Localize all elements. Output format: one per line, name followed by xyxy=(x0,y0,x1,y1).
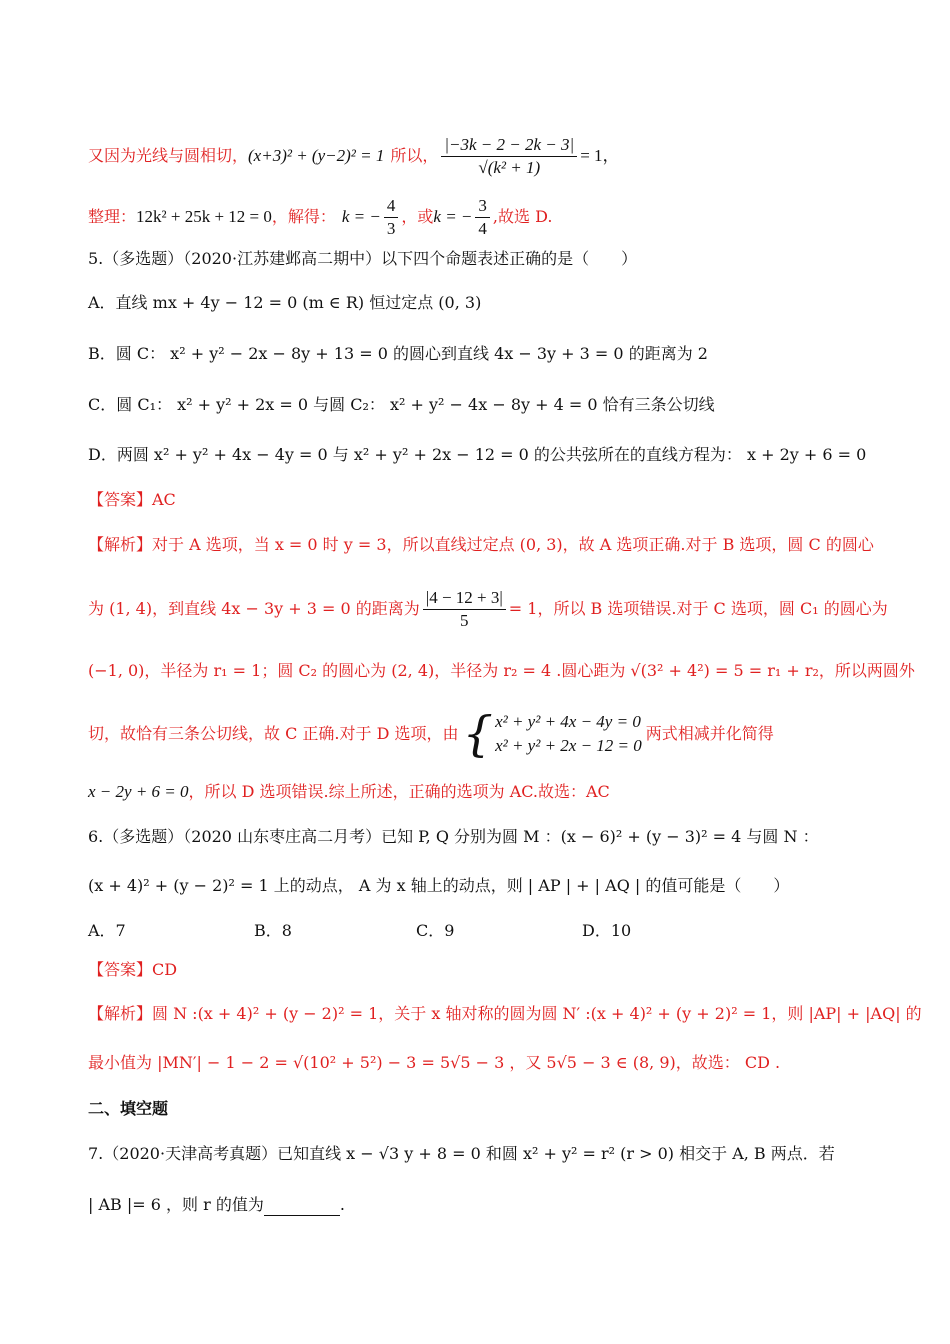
answer-6: 【答案】CD xyxy=(88,960,178,979)
fraction-numerator: 4 xyxy=(384,195,399,218)
text: 为 (1, 4)，到直线 4x − 3y + 3 = 0 的距离为 xyxy=(88,599,420,618)
question-5: 5.（多选题）（2020·江苏建邺高二期中）以下四个命题表述正确的是（ ） xyxy=(88,249,638,268)
explanation-5-line-3: (−1, 0)，半径为 r₁ = 1；圆 C₂ 的圆心为 (2, 4)，半径为 r₂ = 4 .圆心距为 √(3² + 4²) = 5 = r₁ + r₂，所以两圆外 xyxy=(88,661,915,680)
explanation-6-line-1: 【解析】圆 N :(x + 4)² + (y − 2)² = 1，关于 x 轴对称的圆为圆 N′ :(x + 4)² + (y + 2)² = 1，则 |AP| + |AQ| 的 xyxy=(88,1004,922,1023)
question-5-option-c: C．圆 C₁： x² + y² + 2x = 0 与圆 C₂： x² + y² − 4x − 8y + 4 = 0 恰有三条公切线 xyxy=(88,395,715,414)
brace-icon: { xyxy=(462,706,494,762)
circle-equation: (x+3)² + (y−2)² = 1 xyxy=(248,146,385,165)
fraction-numerator: |−3k − 2 − 2k − 3| xyxy=(441,134,577,157)
question-5-option-b: B．圆 C： x² + y² − 2x − 8y + 13 = 0 的圆心到直线 4x − 3y + 3 = 0 的距离为 2 xyxy=(88,344,708,363)
text: 切，故恰有三条公切线，故 C 正确.对于 D 选项，由 xyxy=(88,724,459,743)
distance-fraction xyxy=(441,134,577,179)
distance-fraction xyxy=(423,587,506,632)
question-7-line-1: 7.（2020·天津高考真题）已知直线 x − √3 y + 8 = 0 和圆 x² + y² = r² (r > 0) 相交于 A, B 两点．若 xyxy=(88,1144,835,1163)
option-b: B．8 xyxy=(254,921,292,940)
explanation-5-line-4 xyxy=(88,706,880,762)
text: 整理： xyxy=(88,207,137,226)
text: ，或 xyxy=(401,207,434,226)
fraction-denominator: √(k² + 1) xyxy=(478,157,541,177)
option-a: A．7 xyxy=(88,921,126,940)
fraction-numerator: 3 xyxy=(475,195,490,218)
fraction-denominator: 4 xyxy=(478,218,487,238)
quadratic-equation: 12k² + 25k + 12 = 0 xyxy=(136,207,272,226)
explanation-6-line-2: 最小值为 |MN′| − 1 − 2 = √(10² + 5²) − 3 = 5√5 − 3 ，又 5√5 − 3 ∈ (8, 9)，故选： CD . xyxy=(88,1053,781,1072)
question-5-option-a: A．直线 mx + 4y − 12 = 0 (m ∈ R) 恒过定点 (0, 3) xyxy=(88,293,482,312)
k-value-1: k = − xyxy=(341,207,381,226)
answer-blank[interactable] xyxy=(264,1199,340,1216)
text: = 1，所以 B 选项错误.对于 C 选项，圆 C₁ 的圆心为 xyxy=(508,599,888,618)
text: 两式相减并化简得 xyxy=(645,724,774,743)
solution-line-2 xyxy=(88,192,880,242)
text: 所以， xyxy=(390,146,439,165)
system-row-2: x² + y² + 2x − 12 = 0 xyxy=(495,736,642,755)
text: . xyxy=(339,1195,345,1214)
explanation-5-line-2 xyxy=(88,584,888,634)
equation-system xyxy=(462,706,642,762)
option-d: D．10 xyxy=(582,921,632,940)
text: = 1， xyxy=(580,146,620,165)
answer-5: 【答案】AC xyxy=(88,490,176,509)
fraction-denominator: 3 xyxy=(386,218,396,238)
section-heading: 二、填空题 xyxy=(88,1099,169,1118)
question-5-option-d: D．两圆 x² + y² + 4x − 4y = 0 与 x² + y² + 2x − 12 = 0 的公共弦所在的直线方程为： x + 2y + 6 = 0 xyxy=(88,445,867,464)
explanation-5-line-1: 【解析】对于 A 选项，当 x = 0 时 y = 3，所以直线过定点 (0, 3)，故 A 选项正确.对于 B 选项，圆 C 的圆心 xyxy=(88,535,874,554)
text: 又因为光线与圆相切， xyxy=(88,146,249,165)
question-7-line-2 xyxy=(88,1194,880,1216)
text: | AB |= 6 ，则 r 的值为 xyxy=(88,1195,264,1214)
explanation-5-line-5 xyxy=(88,781,880,803)
text: ，所以 D 选项错误.综上所述，正确的选项为 AC.故选：AC xyxy=(188,782,610,801)
fraction-denominator: 5 xyxy=(460,610,469,630)
option-c: C．9 xyxy=(416,921,455,940)
system-row-1: x² + y² + 4x − 4y = 0 xyxy=(495,712,641,731)
text: ,故选 D. xyxy=(492,207,553,226)
fraction-numerator: |4 − 12 + 3| xyxy=(423,587,506,610)
question-6-options xyxy=(88,920,880,942)
fraction-4-3 xyxy=(384,195,399,240)
line-equation: x − 2y + 6 = 0 xyxy=(88,782,189,801)
k-value-2: k = − xyxy=(433,207,473,226)
fraction-3-4 xyxy=(475,195,490,240)
question-6-line-2: (x + 4)² + (y − 2)² = 1 上的动点， A 为 x 轴上的动点，则 | AP | + | AQ | 的值可能是（ ） xyxy=(88,876,790,895)
text: ，解得： xyxy=(271,207,336,226)
solution-line-1 xyxy=(88,128,880,184)
question-6-line-1: 6.（多选题）（2020 山东枣庄高二月考）已知 P, Q 分别为圆 M ：(x − 6)² + (y − 3)² = 4 与圆 N ： xyxy=(88,827,819,846)
